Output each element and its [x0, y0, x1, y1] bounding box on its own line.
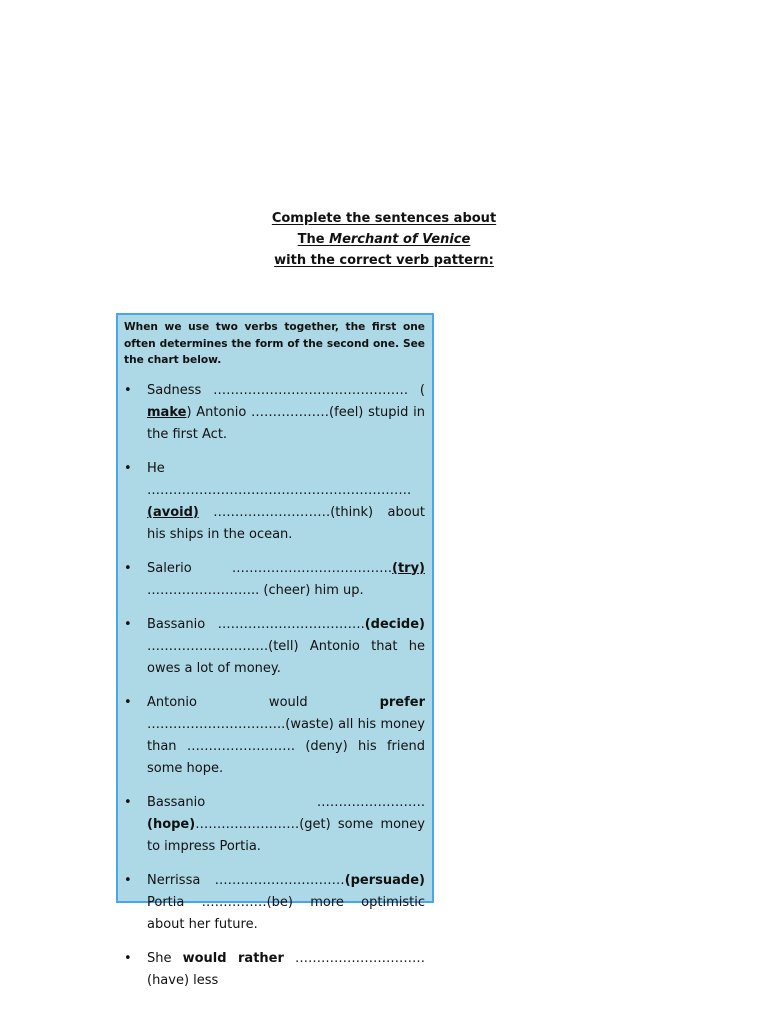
exercise-item — [124, 558, 425, 602]
sentence-text: …………………………..(waste) all his money than ……………………. (deny) his friend some hope. — [147, 716, 425, 776]
verb-keyword: (persuade) — [344, 872, 425, 888]
sentence-text: Sadness ……………………………………… ( — [147, 382, 425, 398]
exercise-item — [124, 792, 425, 858]
title-line-3: with the correct verb pattern: — [274, 253, 494, 268]
exercise-list — [124, 380, 425, 992]
play-title: Merchant of Venice — [329, 232, 471, 247]
page-title — [0, 208, 768, 271]
sentence-text: Antonio would — [147, 694, 380, 710]
sentence-text: Nerrissa ………………………… — [147, 872, 345, 888]
exercise-item — [124, 948, 425, 992]
sentence-text: ……………………….(tell) Antonio that he owes a lot of money. — [147, 638, 425, 676]
sentence-text: Bassanio ……………………. — [147, 794, 425, 810]
exercise-item — [124, 380, 425, 446]
verb-keyword: make — [147, 404, 187, 420]
verb-keyword: (hope) — [147, 816, 196, 832]
sentence-text: ) Antonio ………………(feel) stupid in the first Act. — [147, 404, 425, 442]
instructions: When we use two verbs together, the first one often determines the form of the second one. See the chart below. — [124, 321, 425, 366]
sentence-text: She — [147, 950, 183, 966]
verb-keyword: (try) — [392, 560, 425, 576]
sentence-text: He ……………………………………………………. — [147, 460, 412, 498]
sentence-text: …………………………(have) less — [147, 950, 425, 988]
sentence-text: Salerio ………………………………. — [147, 560, 393, 576]
sentence-text: Bassanio ……………………………. — [147, 616, 365, 632]
verb-keyword: (decide) — [364, 616, 425, 632]
exercise-item — [124, 870, 425, 936]
sentence-text: Portia ……………(be) more optimistic about her future. — [147, 894, 425, 932]
exercise-box — [116, 313, 434, 988]
sentence-text: ……………………(get) some money to impress Portia. — [147, 816, 425, 854]
sentence-text: ………………………(think) about his ships in the ocean. — [147, 504, 425, 542]
verb-keyword: prefer — [379, 694, 425, 710]
exercise-item — [124, 458, 425, 546]
exercise-item — [124, 614, 425, 680]
verb-keyword: would rather — [182, 950, 284, 966]
sentence-text: …………………….. (cheer) him up. — [147, 582, 364, 598]
title-line-1: Complete the sentences about — [271, 211, 497, 226]
title-line-2: The Merchant of Venice — [297, 232, 471, 247]
exercise-item — [124, 692, 425, 780]
verb-keyword: (avoid) — [147, 504, 199, 520]
